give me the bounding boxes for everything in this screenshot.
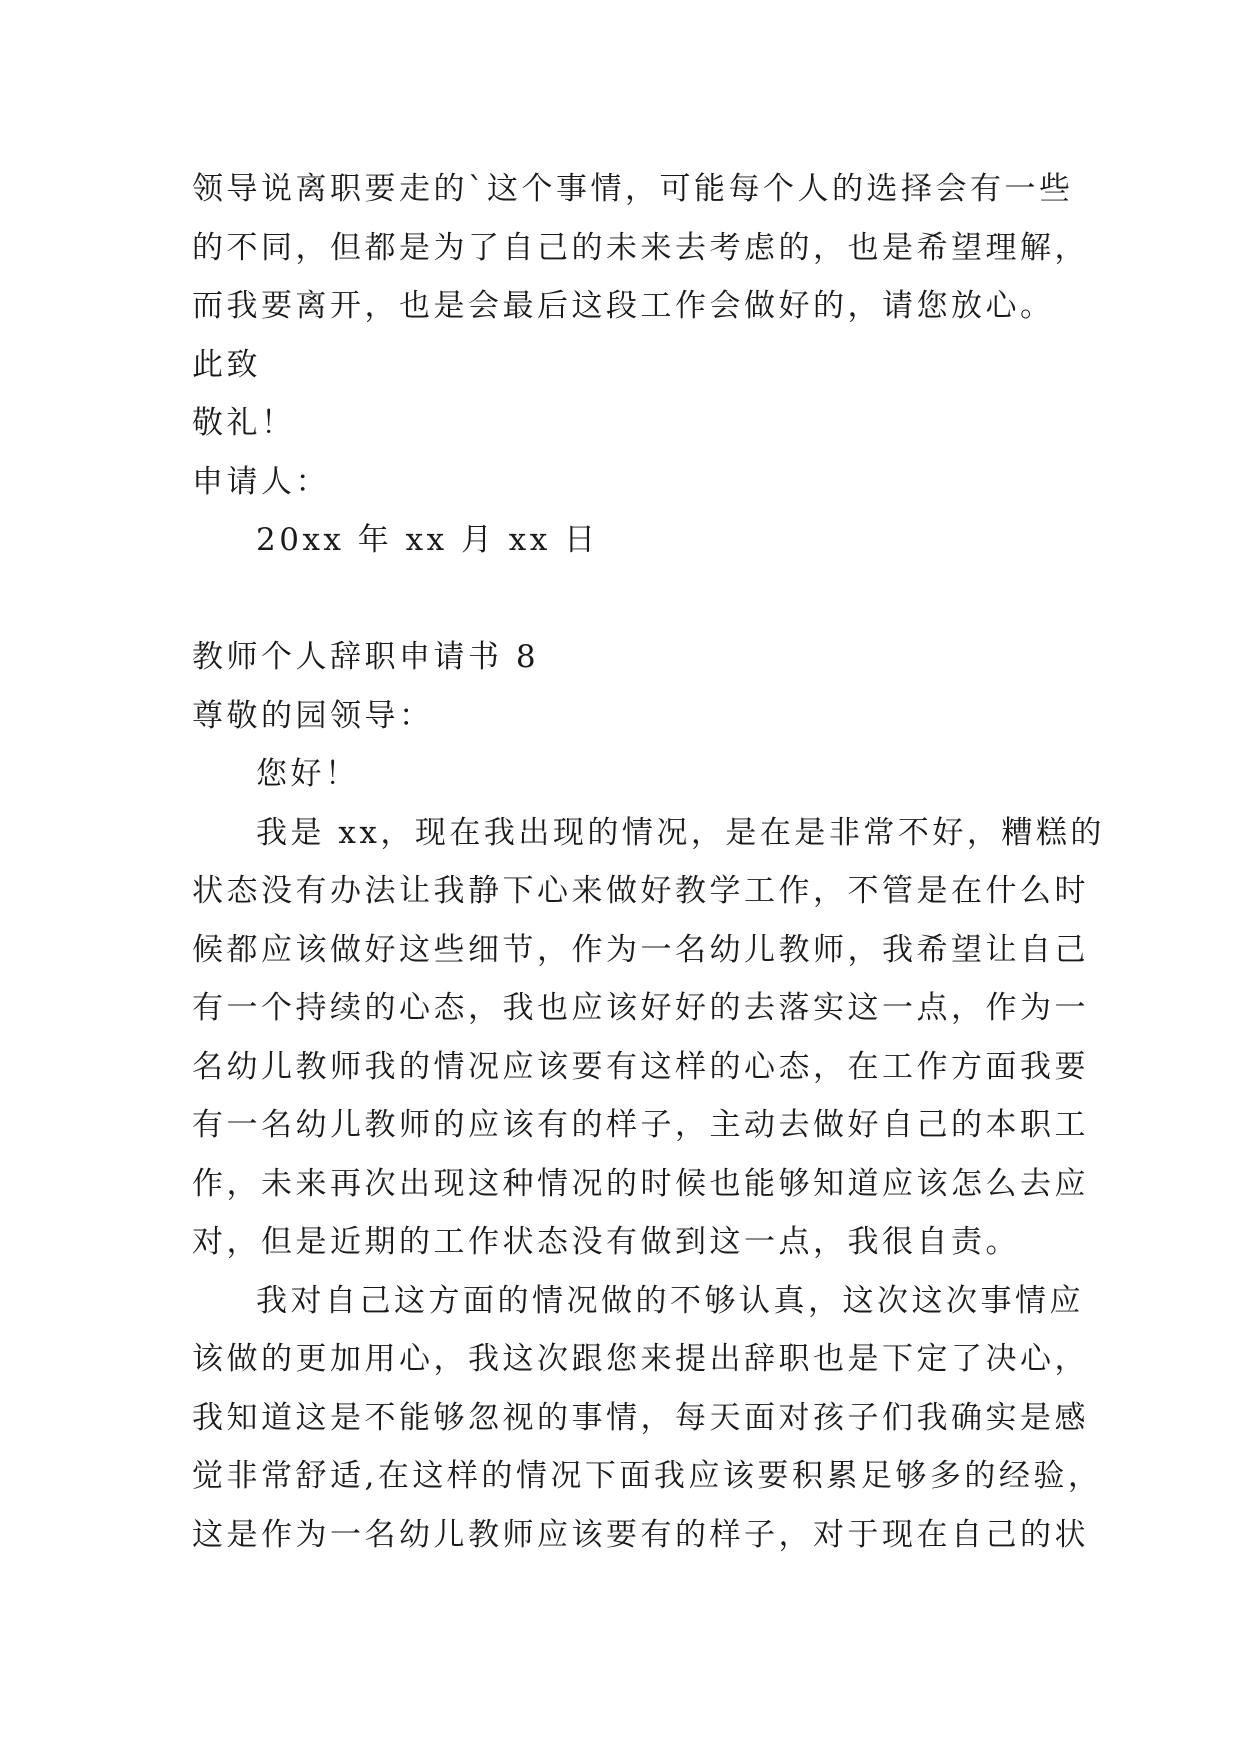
body-line: 领导说离职要走的`这个事情，可能每个人的选择会有一些 <box>192 171 1074 207</box>
paragraph-line: 作，未来再次出现这种情况的时候也能够知道应该怎么去应 <box>192 1165 1089 1202</box>
applicant-label: 申请人： <box>192 463 330 500</box>
paragraph-line: 我对自己这方面的情况做的不够认真，这次这次事情应 <box>256 1282 1084 1319</box>
body-line: 的不同，但都是为了自己的未来去考虑的，也是希望理解， <box>192 229 1089 266</box>
greeting: 您好！ <box>256 756 360 792</box>
paragraph-line: 名幼儿教师我的情况应该要有这样的心态，在工作方面我要 <box>192 1048 1089 1085</box>
paragraph-line: 我是 xx，现在我出现的情况，是在是非常不好，糟糕的 <box>256 814 1105 851</box>
section-spacer <box>192 570 1052 629</box>
paragraph-line: 这是作为一名幼儿教师应该要有的样子，对于现在自己的状 <box>192 1516 1089 1553</box>
paragraph-line: 有一名幼儿教师的应该有的样子，主动去做好自己的本职工 <box>192 1107 1089 1143</box>
closing-salute: 敬礼！ <box>192 405 296 441</box>
letter-date: 20xx 年 xx 月 xx 日 <box>256 522 599 558</box>
paragraph-line: 状态没有办法让我静下心来做好教学工作，不管是在什么时 <box>192 873 1089 909</box>
paragraph-line: 我知道这是不能够忽视的事情，每天面对孩子们我确实是感 <box>192 1399 1089 1436</box>
paragraph-line: 候都应该做好这些细节，作为一名幼儿教师，我希望让自己 <box>192 931 1089 968</box>
salutation: 尊敬的园领导： <box>192 697 434 734</box>
paragraph-line: 对，但是近期的工作状态没有做到这一点，我很自责。 <box>192 1224 1020 1260</box>
paragraph-line: 有一个持续的心态，我也应该好好的去落实这一点，作为一 <box>192 990 1089 1026</box>
closing-phrase: 此致 <box>192 346 261 383</box>
paragraph-line: 觉非常舒适,在这样的情况下面我应该要积累足够多的经验， <box>192 1458 1103 1494</box>
body-line: 而我要离开，也是会最后这段工作会做好的，请您放心。 <box>192 288 1055 324</box>
letter-title: 教师个人辞职申请书 8 <box>192 639 540 675</box>
paragraph-line: 该做的更加用心，我这次跟您来提出辞职也是下定了决心， <box>192 1341 1089 1377</box>
document-text <box>192 160 1105 1564</box>
